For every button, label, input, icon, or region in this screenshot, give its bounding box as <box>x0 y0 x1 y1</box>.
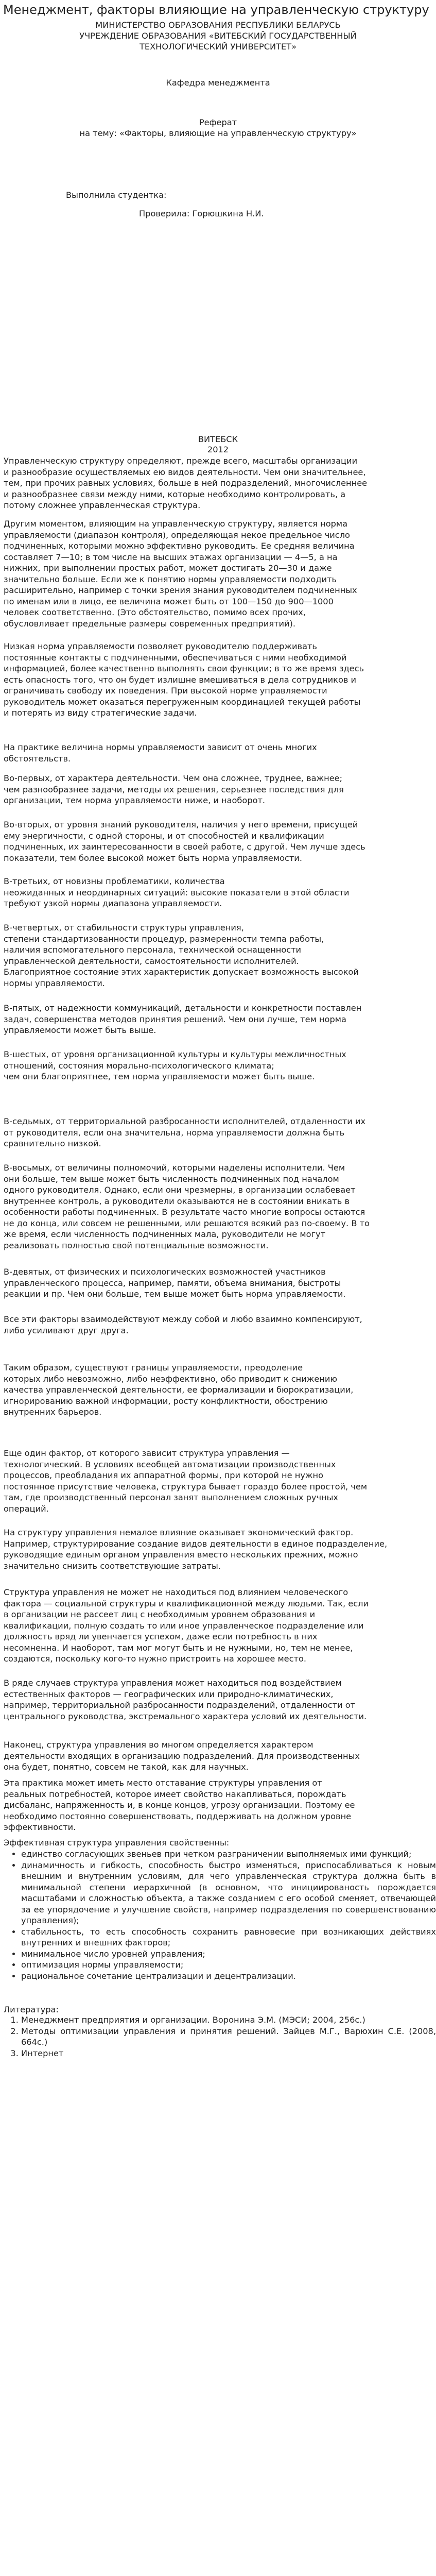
list-item: • стабильность, то есть способность сохранить равновесие при возникающих действиях внутренних и внешних факторов; <box>21 1926 436 1948</box>
literature-heading: Литература: <box>4 2005 59 2014</box>
department-line: Кафедра менеджмента <box>166 78 270 88</box>
paragraph-first: Во-первых, от характера деятельности. Чем она сложнее, труднее, важнее; чем разнообразнее задачи, методы их решения, серьезнее последствия для организации, тем норма управляемости ниже, и наоборот. <box>4 773 344 805</box>
paragraph-sixth: В-шестых, от уровня организационной культуры и культуры межличностных отношений, состояния морально-психологического климата; чем они благоприятнее, тем норма управляемости может быть выше. <box>4 1049 346 1081</box>
paragraph-span-of-control: Другим моментом, влияющим на управленческую структуру, является норма управляемости (диапазон контроля), определяющая некое предельное число подчиненных, которыми можно эффективно руководить. Ее средняя величина составляет 7—10; в том числе на высших этажах организации — 4—5, а на нижних, при выполнении простых работ, может достигать 20—30 и даже значительно больше. Если же к понятию нормы управляемости подходить расширительно, например с точки зрения знания руководителем подчиненных по именам или в лицо, ее величина может быть от 100—150 до 900—1000 человек соответственно. (Это обстоятельство, помимо всех прочих, обусловливает предельные размеры современных предприятий). <box>4 519 357 629</box>
list-item: 3. Интернет <box>21 2048 436 2059</box>
paragraph-scale: Управленческую структуру определяют, прежде всего, масштабы организации и разнообразие осуществляемых ею видов деятельности. Чем они значительнее, тем, при прочих равных условиях, больше в ней подразделений, многочисленнее и разнообразнее связи между ними, которые необходимо контролировать, а потому сложнее управленческая структура. <box>4 456 368 510</box>
paragraph-second: Во-вторых, от уровня знаний руководителя, наличия у него времени, присущей ему энергичности, с одной стороны, и от способностей и квалификации подчиненных, их заинтересованности в своей работе, с другой. Чем лучше здесь показатели, тем более высокой может быть норма управляемости. <box>4 820 365 863</box>
paragraph-human-factor: Структура управления не может не находиться под влиянием человеческого фактора — социальной структуры и квалификационной между людьми. Так, если в организации не рассеет лиц с необходимым уровнем образования и квалификации, полную создать то или иное управленческое подразделение или должность вряд ли увенчается успехом, даже если потребность в них несомненна. И наоборот, там мог могут быть и не нужными, но, тем не менее, создаются, поскольку кого-то нужно пристроить на хорошее место. <box>4 1587 369 1664</box>
work-type: Реферат <box>199 117 237 127</box>
checked-by-line: Проверила: Горюшкина Н.И. <box>139 209 264 218</box>
performed-by-line: Выполнила студентка: <box>66 190 167 200</box>
paragraph-economy: На структуру управления немалое влияние оказывает экономический фактор. Например, структурирование создание видов деятельности в единое подразделение, руководящие единым органом управления вместо нескольких прежних, можно значительно снизить соответствующие затраты. <box>4 1528 388 1571</box>
list-item: • оптимизация нормы управляемости; <box>21 1959 436 1971</box>
paragraph-interaction: Все эти факторы взаимодействуют между собой и любо взаимно компенсируют, либо усиливают друг друга. <box>4 1314 362 1335</box>
effective-structure-heading: Эффективная структура управления свойственны: <box>4 1838 230 1848</box>
institution-line-1: УЧРЕЖДЕНИЕ ОБРАЗОВАНИЯ «ВИТЕБСКИЙ ГОСУДАРСТВЕННЫЙ <box>79 31 357 41</box>
paragraph-low-norm: Низкая норма управляемости позволяет руководителю поддерживать постоянные контакты с подчиненными, обеспечиваться с ними необходимой информацией, более качественно выполнять свои функции; в то же время здесь есть опасность того, что он будет излишне вмешиваться в дела сотрудников и ограничивать свободу их поведения. При высокой норме управляемости руководитель может оказаться перегруженным координацией текущей работы и потерять из виду стратегические задачи. <box>4 641 364 718</box>
list-item: 1. Менеджмент предприятия и организации. Воронина Э.М. (МЭСИ; 2004, 256с.) <box>21 2014 436 2026</box>
city-line: ВИТЕБСК <box>198 434 238 444</box>
paragraph-ninth: В-девятых, от физических и психологических возможностей участников управленческого процесса, например, памяти, объема внимания, быстроты реакции и пр. Чем они больше, тем выше может быть норма управляемости. <box>4 1267 346 1299</box>
ministry-line: МИНИСТЕРСТВО ОБРАЗОВАНИЯ РЕСПУБЛИКИ БЕЛАРУСЬ <box>95 20 341 30</box>
paragraph-activity: Наконец, структура управления во многом определяется характером деятельности входящих в организацию подразделений. Для производственных она будет, понятно, совсем не такой, как для научных. <box>4 1740 360 1772</box>
literature-list <box>4 2014 436 2059</box>
paragraph-fourth: В-четвертых, от стабильности структуры управления, степени стандартизованности процедур, размеренности темпа работы, наличия вспомогательного персонала, технической оснащенности управленческой деятельности, самостоятельности исполнителей. Благоприятное состояние этих характеристик допускает возможность высокой нормы управляемости. <box>4 923 359 988</box>
paragraph-natural-factors: В ряде случаев структура управления может находиться под воздействием естественных факторов — географических или природно-климатических, например, территориальной разбросанности подразделений, отдаленности от центрального руководства, экстремального характера условий их деятельности. <box>4 1678 367 1721</box>
list-item: • минимальное число уровней управления; <box>21 1948 436 1960</box>
paragraph-seventh: В-седьмых, от территориальной разбросанности исполнителей, отдаленности их от руководителя, если она значительна, норма управляемости должна быть сравнительно низкой. <box>4 1116 366 1148</box>
list-item: 2. Методы оптимизации управления и принятия решений. Зайцев М.Г., Варюхин С.Е. (2008, 664с.) <box>21 2026 436 2048</box>
paragraph-practice: На практике величина нормы управляемости зависит от очень многих обстоятельств. <box>4 742 317 764</box>
list-item: • единство согласующих звеньев при четком разграничении выполняемых ими функций; <box>21 1849 436 1860</box>
paragraph-eighth: В-восьмых, от величины полномочий, которыми наделены исполнители. Чем они больше, тем выше может быть численность подчиненных под началом одного руководителя. Однако, если они чрезмерны, в организации ослабевает внутреннее контроль, а руководители оказываются не в состоянии вникать в особенности работы подчиненных. В результате часто многие вопросы остаются не до конца, или совсем не решенными, или решаются всякий раз по-своему. В то же время, если численность подчиненных мала, руководители не могут реализовать полностью свой потенциальные возможности. <box>4 1163 370 1250</box>
list-item: • рациональное сочетание централизации и децентрализации. <box>21 1971 436 1982</box>
effective-properties-list <box>4 1849 436 1981</box>
document-title: Менеджмент, факторы влияющие на управленческую структуру <box>3 3 429 17</box>
year-line: 2012 <box>207 445 229 454</box>
work-topic: на тему: «Факторы, влияющие на управленческую структуру» <box>79 128 357 138</box>
list-item: • динамичность и гибкость, способность быстро изменяться, приспосабливаться к новым внешним и внутренним условиям, для чего управленческая структура должна быть в минимальной степени иерархичной (в основном, что инициированость порождается масштабами и сложностью объекта, а также созданием с его особой сменяет, отвечающей за ее упорядочение и улучшение свойств, например подразделения по совершенствованию управления); <box>21 1860 436 1926</box>
paragraph-third: В-третьих, от новизны проблематики, количества неожиданных и неординарных ситуаций: высокие показатели в этой области требуют узкой нормы диапазона управляемости. <box>4 876 350 908</box>
institution-line-2: ТЕХНОЛОГИЧЕСКИЙ УНИВЕРСИТЕТ» <box>139 42 297 52</box>
paragraph-fifth: В-пятых, от надежности коммуникаций, детальности и конкретности поставлен задач, совершенства методов принятия решений. Чем они лучше, тем норма управляемости может быть выше. <box>4 1003 362 1035</box>
paragraph-technology: Еще один фактор, от которого зависит структура управления — технологический. В условиях всеобщей автоматизации производственных процессов, преобладания их аппаратной формы, при которой не нужно постоянное присутствие человека, структура бывает гораздо более простой, чем там, где производственный персонал занят выполнением сложных ручных операций. <box>4 1448 368 1514</box>
paragraph-lag: Эта практика может иметь место отставание структуры управления от реальных потребностей, которое имеет свойство накапливаться, порождать дисбаланс, напряженность и, в конце концов, угрозу организации. Поэтому ее необходимо постоянно совершенствовать, поддерживать на должном уровне эффективности. <box>4 1778 355 1832</box>
paragraph-limits: Таким образом, существуют границы управляемости, преодоление которых либо невозможно, либо неэффективно, обо приводит к снижению качества управленческой деятельности, ее формализации и бюрократизации, игнорированию важной информации, росту конфликтности, обострению внутренних барьеров. <box>4 1363 354 1417</box>
